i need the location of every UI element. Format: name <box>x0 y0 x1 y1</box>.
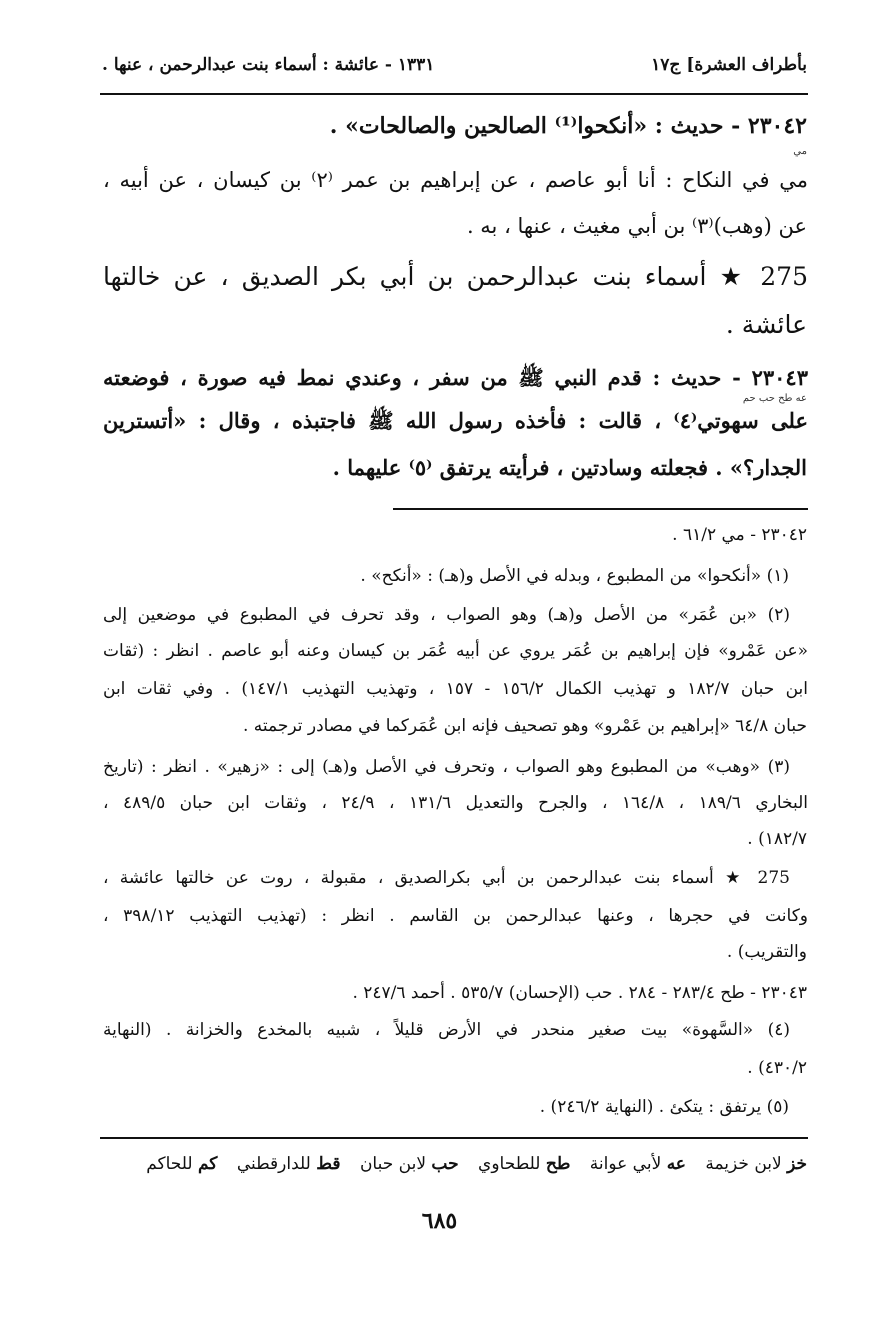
hadith-23043-line-1: ٢٣٠٤٣ - حديث : قدم النبي ﷺ من سفر ، وعندي نمط فيه صورة ، فوضعته <box>103 365 808 390</box>
page-number: ٦٨٥ <box>421 1208 458 1234</box>
footnote-3-line-3: ١٨٢/٧) . <box>747 829 807 849</box>
abbreviation-glossary <box>146 1154 807 1174</box>
isnad-line-1: مي في النكاح : أنا أبو عاصم ، عن إبراهيم بن عمر ⁽٢⁾ بن كيسان ، عن أبيه ، <box>103 168 808 192</box>
glossary-item: قط للدارقطني <box>236 1154 341 1174</box>
footnote-3-line-1: (٣) «وهب» من المطبوع وهو الصواب ، وتحرف في الأصل و(هـ) إلى : «زهير» . انظر : (تاريخ <box>103 757 790 777</box>
siglum-mi: مي <box>793 146 807 157</box>
glossary-item: حب لابن حبان <box>359 1154 459 1174</box>
hadith-23042-heading: ٢٣٠٤٢ - حديث : «أنكحوا⁽¹⁾ الصالحين والصالحات» . <box>329 113 807 139</box>
narrator-275-note-line-2: وكانت في حجرها ، وعنها عبدالرحمن بن القاسم . انظر : (تهذيب التهذيب ٣٩٨/١٢ ، <box>103 906 808 926</box>
footnote-separator <box>393 508 808 510</box>
running-header-left: ١٣٣١ - عائشة : أسماء بنت عبدالرحمن ، عنها . <box>102 55 435 75</box>
footnote-5: (٥) يرتفق : يتكئ . (النهاية ٢٤٦/٢) . <box>539 1097 789 1117</box>
narrator-275-line-2: عائشة . <box>725 310 807 339</box>
glossary-item: طح للطحاوي <box>478 1154 571 1174</box>
glossary-item: عه لأبي عوانة <box>589 1154 686 1174</box>
glossary-rule <box>100 1137 808 1139</box>
hadith-23043-line-2: على سهوتي⁽٤⁾ ، قالت : فأخذه رسول الله ﷺ فاجتبذه ، وقال : «أتسترين <box>103 408 808 433</box>
footnote-2-line-4: حبان ٦٤/٨ «إبراهيم بن عَمْرو» وهو تصحيف فإنه ابن عُمَركما في مصادر ترجمته . <box>242 716 807 736</box>
footnote-2-line-2: «عن عَمْرو» فإن إبراهيم بن عُمَر يروي عن أبيه عُمَر بن كيسان وعنه أبو عاصم . انظر : (ثقات <box>103 641 808 661</box>
footnote-2-line-3: ابن حبان ١٨٢/٧ و تهذيب الكمال ١٥٦/٢ - ١٥٧ ، وتهذيب التهذيب ١٤٧/١) . وفي ثقات ابن <box>103 679 808 699</box>
footnote-ref-23043: ٢٣٠٤٣ - طح ٢٨٣/٤ - ٢٨٤ . حب (الإحسان) ٥٣٥/٧ . أحمد ٢٤٧/٦ . <box>352 983 807 1003</box>
footnote-2-line-1: (٢) «بن عُمَر» من الأصل و(هـ) وهو الصواب ، وقد تحرف في المطبوع في موضعين إلى <box>103 605 790 625</box>
header-rule <box>100 93 808 95</box>
footnote-ref-23042: ٢٣٠٤٢ - مي ٦١/٢ . <box>672 525 807 545</box>
narrator-275-note-line-1: 275 ★ أسماء بنت عبدالرحمن بن أبي بكرالصديق ، مقبولة ، روت عن خالتها عائشة ، <box>103 868 790 888</box>
running-header-right: بأطراف العشرة] ج١٧ <box>651 55 807 75</box>
footnote-4-line-2: ٤٣٠/٢) . <box>747 1058 807 1078</box>
hadith-23043-line-3: الجدار؟» . فجعلته وسادتين ، فرأيته يرتفق ⁽٥⁾ عليهما . <box>332 455 807 480</box>
isnad-line-2: عن (وهب)⁽٣⁾ بن أبي مغيث ، عنها ، به . <box>466 214 807 238</box>
footnote-4-line-1: (٤) «السَّهوة» بيت صغير منحدر في الأرض قليلاً ، شبيه بالمخدع والخزانة . (النهاية <box>103 1020 790 1040</box>
narrator-275-line-1: 275 ★ أسماء بنت عبدالرحمن بن أبي بكر الصديق ، عن خالتها <box>103 262 808 291</box>
narrator-275-note-line-3: والتقريب) . <box>726 942 807 962</box>
glossary-item: كم للحاكم <box>146 1154 218 1174</box>
footnote-1: (١) «أنكحوا» من المطبوع ، وبدله في الأصل و(هـ) : «أنكح» . <box>360 566 789 586</box>
sigla-23043: عه طح حب حم <box>742 393 807 404</box>
glossary-item: خز لابن خزيمة <box>705 1154 807 1174</box>
footnote-3-line-2: البخاري ١٨٩/٦ ، ١٦٤/٨ ، والجرح والتعديل ١٣١/٦ ، ٢٤/٩ ، وثقات ابن حبان ٤٨٩/٥ ، <box>103 793 809 813</box>
